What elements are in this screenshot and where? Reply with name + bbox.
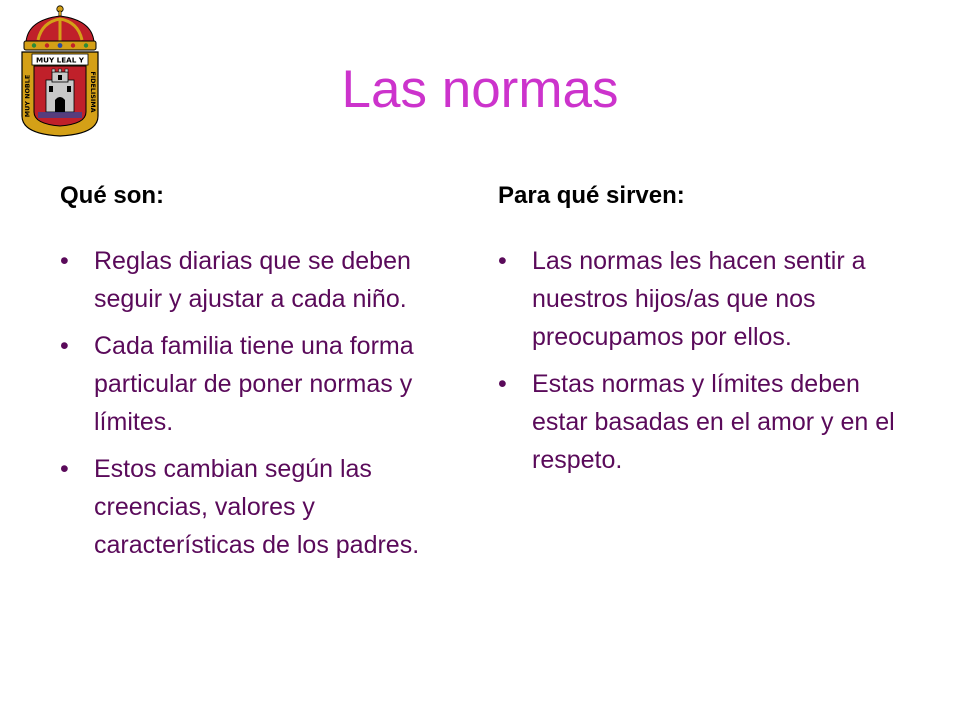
bullet-icon: • [60,247,69,275]
bullet-icon: • [498,247,507,275]
list-item [498,365,898,479]
list-item-text: Reglas diarias que se deben seguir y ajustar a cada niño. [94,247,411,313]
left-column [60,176,460,573]
right-column [498,176,898,488]
list-item [60,242,460,318]
left-bullet-list [60,242,460,564]
bullet-icon: • [498,370,507,398]
bullet-icon: • [60,332,69,360]
list-item-text: Estas normas y límites deben estar basadas en el amor y en el respeto. [532,370,895,474]
right-column-heading: Para qué sirven: [498,182,685,209]
list-item-text: Las normas les hacen sentir a nuestros hijos/as que nos preocupamos por ellos. [532,247,866,351]
list-item [60,450,460,564]
svg-text:MUY LEAL Y: MUY LEAL Y [35,55,85,65]
svg-text:FIDELISIMA: FIDELISIMA [89,71,97,113]
crown-icon [24,6,96,50]
list-item-text: Estos cambian según las creencias, valores y características de los padres. [94,455,420,559]
bullet-icon: • [60,455,69,483]
svg-text:MUY NOBLE: MUY NOBLE [23,74,32,118]
right-bullet-list [498,242,898,479]
slide-title: Las normas [341,60,619,119]
list-item [60,327,460,441]
left-column-heading: Qué son: [60,182,165,209]
list-item-text: Cada familia tiene una forma particular de poner normas y límites. [94,332,414,436]
list-item [498,242,898,356]
